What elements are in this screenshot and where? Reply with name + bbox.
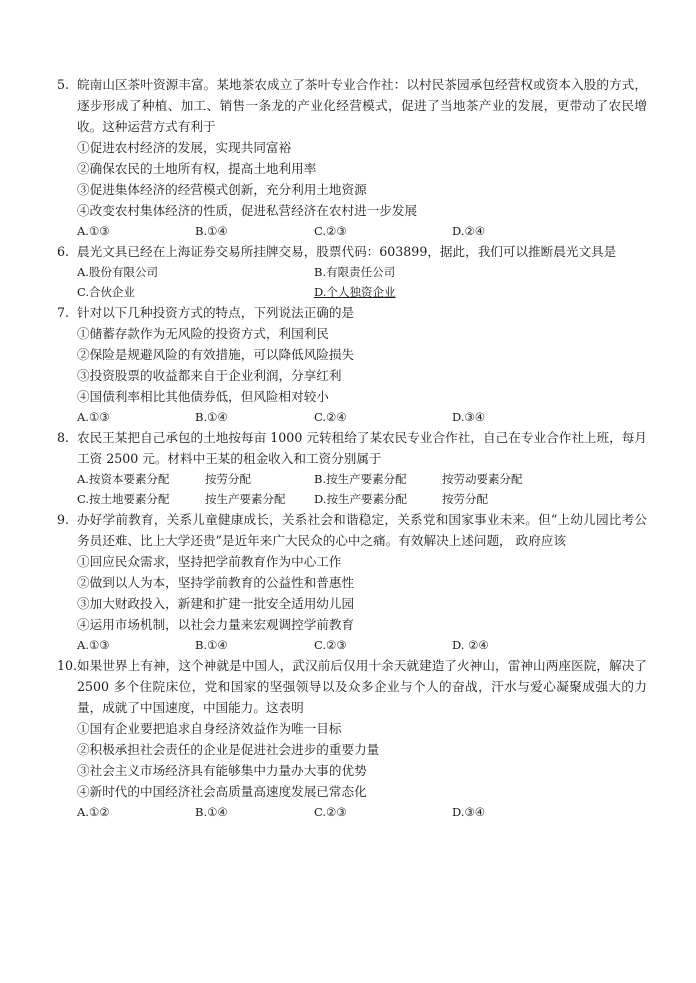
question-number: 7. bbox=[57, 305, 70, 320]
choice-b-part1: B.按生产要素分配 bbox=[314, 472, 407, 486]
question-8 bbox=[57, 427, 647, 509]
statement-option: ②积极承担社会责任的企业是促进社会进步的重要力量 bbox=[77, 742, 380, 757]
statement-option: ④新时代的中国经济社会高质量高速度发展已常态化 bbox=[77, 784, 367, 799]
choice-c: C.②③ bbox=[314, 805, 347, 819]
question-5 bbox=[57, 74, 647, 241]
question-number: 6. bbox=[57, 244, 70, 259]
choice-c-part1: C.按土地要素分配 bbox=[77, 492, 170, 506]
choice-c-part2: 按生产要素分配 bbox=[205, 492, 286, 506]
question-9 bbox=[57, 509, 647, 655]
question-number: 9. bbox=[57, 512, 70, 527]
question-number: 10. bbox=[57, 658, 78, 673]
statement-option: ①国有企业要把追求自身经济效益作为唯一目标 bbox=[77, 721, 342, 736]
choice-d: D.个人独资企业 bbox=[314, 285, 396, 299]
answer-choices bbox=[77, 221, 647, 241]
choice-a: A.①③ bbox=[77, 224, 110, 238]
question-stem: 农民王某把自己承包的土地按每亩 1000 元转租给了某农民专业合作社，自己在专业合作社上班，每月工资 2500 元。材料中王某的租金收入和工资分别属于 bbox=[77, 430, 647, 466]
choice-b: B.有限责任公司 bbox=[314, 265, 396, 279]
choice-a: A.①③ bbox=[77, 638, 110, 652]
choice-c: C.②③ bbox=[314, 638, 347, 652]
statement-option: ②确保农民的土地所有权，提高土地利用率 bbox=[77, 161, 317, 176]
statement-option: ①促进农村经济的发展，实现共同富裕 bbox=[77, 140, 292, 155]
choice-a: A.①② bbox=[77, 805, 110, 819]
statement-option: ②做到以人为本，坚持学前教育的公益性和普惠性 bbox=[77, 575, 355, 590]
question-stem: 办好学前教育，关系儿童健康成长，关系社会和谐稳定，关系党和国家事业未来。但“上幼儿园比考公务员还难、比上大学还贵”是近年来广大民众的心中之痛。有效解决上述问题， 政府应该 bbox=[77, 512, 647, 548]
choice-b bbox=[314, 469, 523, 490]
choice-c bbox=[77, 489, 286, 510]
statement-option: ③社会主义市场经济具有能够集中力量办大事的优势 bbox=[77, 763, 367, 778]
choice-d bbox=[314, 489, 488, 510]
choice-a-part2: 按劳分配 bbox=[205, 472, 251, 486]
choice-d-part2: 按劳分配 bbox=[442, 492, 488, 506]
statement-option: ④国债利率相比其他债券低，但风险相对较小 bbox=[77, 389, 329, 404]
statement-option: ①回应民众需求，坚持把学前教育作为中心工作 bbox=[77, 554, 342, 569]
choice-a bbox=[77, 469, 251, 490]
question-7 bbox=[57, 302, 647, 427]
question-stem: 晨光文具已经在上海证券交易所挂牌交易，股票代码：603899，据此，我们可以推断晨光文具是 bbox=[77, 244, 617, 259]
question-number: 8. bbox=[57, 430, 70, 445]
choice-a: A.①③ bbox=[77, 410, 110, 424]
choice-b: B.①④ bbox=[195, 224, 228, 238]
statement-option: ④运用市场机制，以社会力量来宏观调控学前教育 bbox=[77, 617, 355, 632]
answer-choices bbox=[77, 262, 647, 282]
question-stem: 针对以下几种投资方式的特点，下列说法正确的是 bbox=[77, 305, 355, 320]
statement-option: ④改变农村集体经济的性质，促进私营经济在农村进一步发展 bbox=[77, 203, 418, 218]
answer-choices bbox=[77, 635, 647, 655]
statement-option: ①储蓄存款作为无风险的投资方式，利国利民 bbox=[77, 326, 329, 341]
answer-choices bbox=[77, 469, 647, 489]
answer-choices bbox=[77, 282, 647, 302]
choice-b: B.①④ bbox=[195, 805, 228, 819]
statement-option: ③投资股票的收益都来自于企业利润，分享红利 bbox=[77, 368, 342, 383]
question-6 bbox=[57, 241, 647, 302]
question-stem: 皖南山区茶叶资源丰富。某地茶农成立了茶叶专业合作社：以村民茶园承包经营权或资本入股的方式，逐步形成了种植、加工、销售一条龙的产业化经营模式，促进了当地茶产业的发展，更带动了农民增收。这种运营方式有利于 bbox=[77, 77, 647, 134]
question-10 bbox=[57, 655, 647, 822]
answer-choices bbox=[77, 407, 647, 427]
choice-b: B.①④ bbox=[195, 410, 228, 424]
choice-d: D.③④ bbox=[452, 410, 486, 424]
choice-c: C.合伙企业 bbox=[77, 285, 136, 299]
choice-d: D.③④ bbox=[452, 805, 486, 819]
question-number: 5. bbox=[57, 77, 70, 92]
choice-b: B.①④ bbox=[195, 638, 228, 652]
statement-option: ③促进集体经济的经营模式创新，充分利用土地资源 bbox=[77, 182, 367, 197]
answer-choices bbox=[77, 802, 647, 822]
choice-b-part2: 按劳动要素分配 bbox=[442, 472, 523, 486]
choice-d: D.②④ bbox=[452, 224, 486, 238]
choice-d: D. ②④ bbox=[452, 638, 489, 652]
choice-c: C.②③ bbox=[314, 224, 347, 238]
choice-a-part1: A.按资本要素分配 bbox=[77, 472, 170, 486]
statement-option: ③加大财政投入，新建和扩建一批安全适用幼儿园 bbox=[77, 596, 355, 611]
answer-choices bbox=[77, 489, 647, 509]
question-stem: 如果世界上有神，这个神就是中国人，武汉前后仅用十余天就建造了火神山，雷神山两座医院，解决了 2500 多个住院床位，党和国家的坚强领导以及众多企业与个人的奋战，汗水与爱心凝聚成强大的力量，成就了中国速度，中国能力。这表明 bbox=[77, 658, 647, 715]
choice-d-part1: D.按生产要素分配 bbox=[314, 492, 407, 506]
question-list bbox=[57, 74, 647, 822]
choice-a: A.股份有限公司 bbox=[77, 265, 158, 279]
statement-option: ②保险是规避风险的有效措施，可以降低风险损失 bbox=[77, 347, 355, 362]
choice-c: C.②④ bbox=[314, 410, 347, 424]
